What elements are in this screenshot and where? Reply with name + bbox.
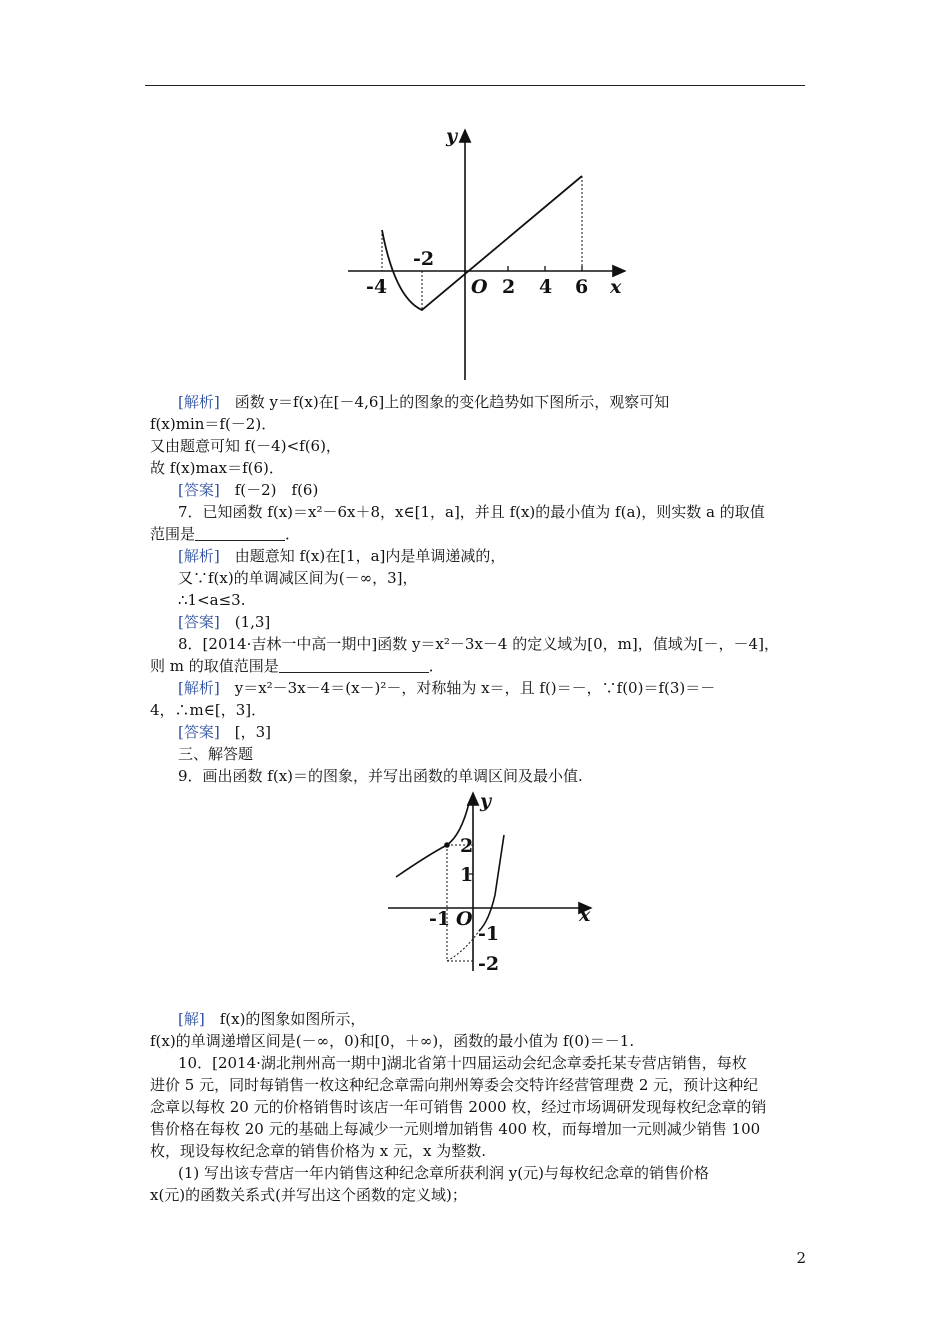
text-line: [答案] (1,3]: [178, 613, 271, 631]
text-line: 范围是 ．: [150, 525, 301, 543]
text-line: [答案] [，3]: [178, 723, 271, 741]
tick-label: -2: [413, 248, 435, 270]
question-7: 7．已知函数 f(x)＝x²－6x＋8，x∈[1，a]，并且 f(x)的最小值为 f(a)，则实数 a 的取值: [178, 503, 765, 521]
text-line: [解析] 函数 y＝f(x)在[－4,6]上的图象的变化趋势如下图所示，观察可知: [178, 393, 670, 411]
solution-block-b: [150, 1008, 810, 1206]
tick-label: -4: [366, 276, 388, 298]
tick-label: -1: [478, 923, 500, 945]
tick-label: 2: [460, 835, 474, 857]
text-line: ∴1<a≤3.: [178, 591, 246, 609]
tick-label: 1: [460, 864, 474, 886]
text-line: x(元)的函数关系式(并写出这个函数的定义域)；: [150, 1186, 467, 1204]
origin-label: O: [471, 276, 488, 298]
text-line: 又由题意可知 f(－4)<f(6)，: [150, 437, 341, 455]
dashed-curve: [447, 931, 479, 961]
question-10-part-1: (1) 写出该专营店一年内销售这种纪念章所获利润 y(元)与每枚纪念章的销售价格: [178, 1164, 709, 1182]
tick-label: -1: [429, 908, 451, 930]
y-axis-label: y: [480, 790, 492, 812]
header-rule: [145, 85, 805, 86]
text-line: [答案] f(－2) f(6): [178, 481, 319, 499]
question-10: 10．[2014·湖北荆州高一期中]湖北省第十四届运动会纪念章委托某专营店销售，每枚: [178, 1054, 747, 1072]
text-line: 4，∴m∈[，3]．: [150, 701, 267, 719]
question-9: 9．画出函数 f(x)＝的图象，并写出函数的单调区间及最小值.: [178, 767, 583, 785]
figure-graph-2: [383, 785, 603, 975]
tick-label: -2: [478, 953, 500, 975]
x-axis-label: x: [579, 904, 591, 926]
solution-block-a: [150, 391, 810, 787]
section-heading: 三、解答题: [178, 745, 254, 763]
text-line: f(x)min＝f(－2)．: [150, 415, 277, 433]
text-line: 故 f(x)max＝f(6)．: [150, 459, 284, 477]
right-branch: [479, 835, 504, 931]
text-line: [解析] 由题意知 f(x)在[1，a]内是单调递减的，: [178, 547, 506, 565]
tick-label: 2: [502, 276, 516, 298]
question-8: 8．[2014·吉林一中高一期中]函数 y＝x²－3x－4 的定义域为[0，m]，值域为[－，－4]，: [178, 635, 779, 653]
origin-label: O: [456, 908, 473, 930]
text-line: 又∵f(x)的单调减区间为(－∞，3]，: [178, 569, 418, 587]
left-branch: [396, 803, 469, 877]
tick-label: 6: [575, 276, 589, 298]
page-number: 2: [796, 1249, 806, 1267]
text-line: 枚，现设每枚纪念章的销售价格为 x 元，x 为整数.: [150, 1142, 486, 1160]
text-line: f(x)的单调递增区间是(－∞，0)和[0，＋∞)，函数的最小值为 f(0)＝－1.: [150, 1032, 635, 1050]
text-line: 念章以每枚 20 元的价格销售时该店一年可销售 2000 枚，经过市场调研发现每枚纪念章的销: [150, 1098, 767, 1116]
text-line: 进价 5 元，同时每销售一枚这种纪念章需向荆州筹委会交特许经营管理费 2 元，预计这种纪: [150, 1076, 759, 1094]
text-line: [解析] y＝x²－3x－4＝(x－)²－，对称轴为 x＝，且 f()＝－，∵f(0)＝f(3)＝－: [178, 679, 716, 697]
x-axis-label: x: [610, 276, 622, 298]
tick-label: 4: [539, 276, 553, 298]
text-line: [解] f(x)的图象如图所示，: [178, 1010, 366, 1028]
figure-graph-1: [340, 118, 640, 383]
y-axis-label: y: [446, 125, 458, 147]
text-line: 售价格在每枚 20 元的基础上每减少一元则增加销售 400 枚，而每增加一元则减少销售 100: [150, 1120, 761, 1138]
text-line: 则 m 的取值范围是 ．: [150, 657, 444, 675]
